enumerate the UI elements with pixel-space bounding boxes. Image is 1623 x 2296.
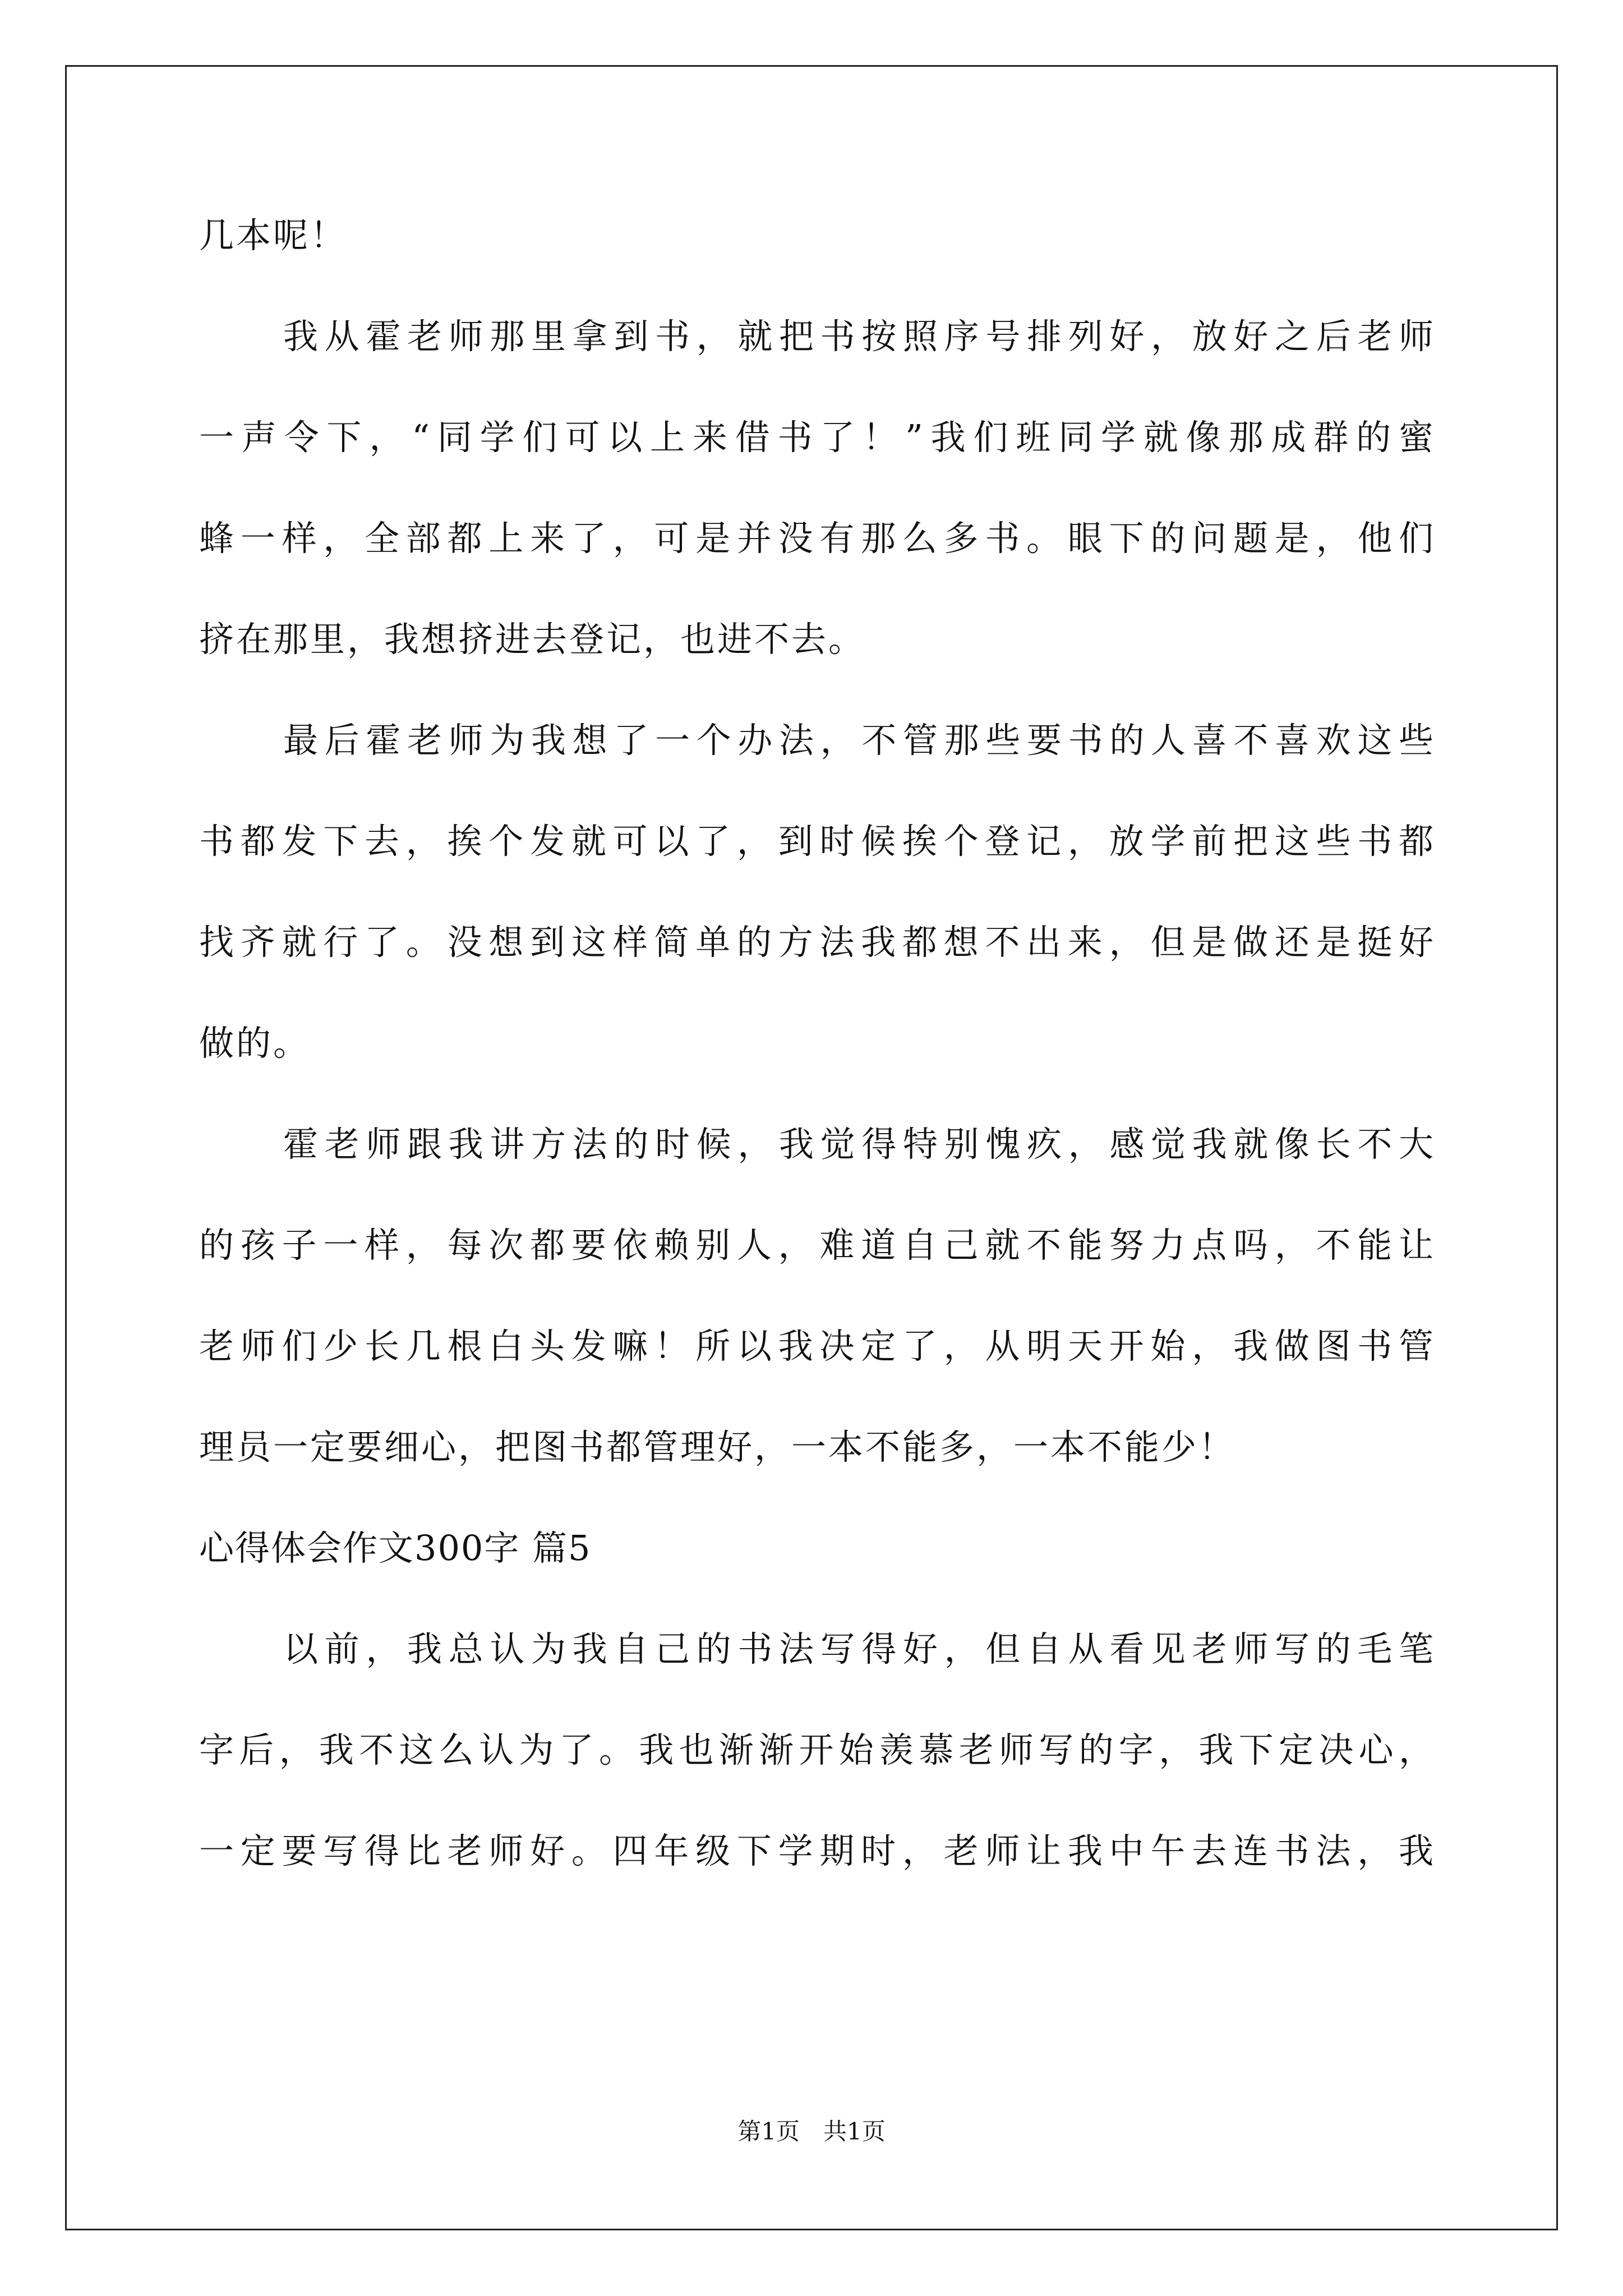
text-line: 字后，我不这么认为了。我也渐渐开始羡慕老师写的字，我下定决心， [199, 1729, 1436, 1770]
paragraph-first-line: 以前，我总认为我自己的书法写得好，但自从看见老师写的毛笔 [283, 1628, 1436, 1669]
page-number-footer: 第1页 共1页 [737, 2118, 886, 2145]
text-line: 老师们少长几根白头发嘛！所以我决定了，从明天开始，我做图书管 [199, 1326, 1436, 1366]
text-line: 做的。 [199, 1023, 311, 1064]
text-line: 的孩子一样，每次都要依赖别人，难道自己就不能努力点吗，不能让 [199, 1225, 1436, 1266]
text-line: 一定要写得比老师好。四年级下学期时，老师让我中午去连书法，我 [199, 1830, 1436, 1871]
text-line: 找齐就行了。没想到这样简单的方法我都想不出来，但是做还是挺好 [199, 922, 1436, 963]
paragraph-first-line: 最后霍老师为我想了一个办法，不管那些要书的人喜不喜欢这些 [283, 720, 1436, 761]
text-line: 挤在那里，我想挤进去登记，也进不去。 [199, 619, 866, 660]
text-line: 几本呢！ [199, 215, 348, 256]
text-line: 一声令下，“同学们可以上来借书了！”我们班同学就像那成群的蜜 [199, 417, 1436, 458]
text-line: 理员一定要细心，把图书都管理好，一本不能多，一本不能少！ [199, 1427, 1236, 1467]
text-line: 书都发下去，挨个发就可以了，到时候挨个登记，放学前把这些书都 [199, 821, 1436, 862]
paragraph-first-line: 我从霍老师那里拿到书，就把书按照序号排列好，放好之后老师 [283, 316, 1436, 357]
section-heading: 心得体会作文300字 篇5 [199, 1527, 592, 1568]
text-line: 蜂一样，全部都上来了，可是并没有那么多书。眼下的问题是，他们 [199, 518, 1436, 559]
paragraph-first-line: 霍老师跟我讲方法的时候，我觉得特别愧疚，感觉我就像长不大 [283, 1124, 1436, 1165]
